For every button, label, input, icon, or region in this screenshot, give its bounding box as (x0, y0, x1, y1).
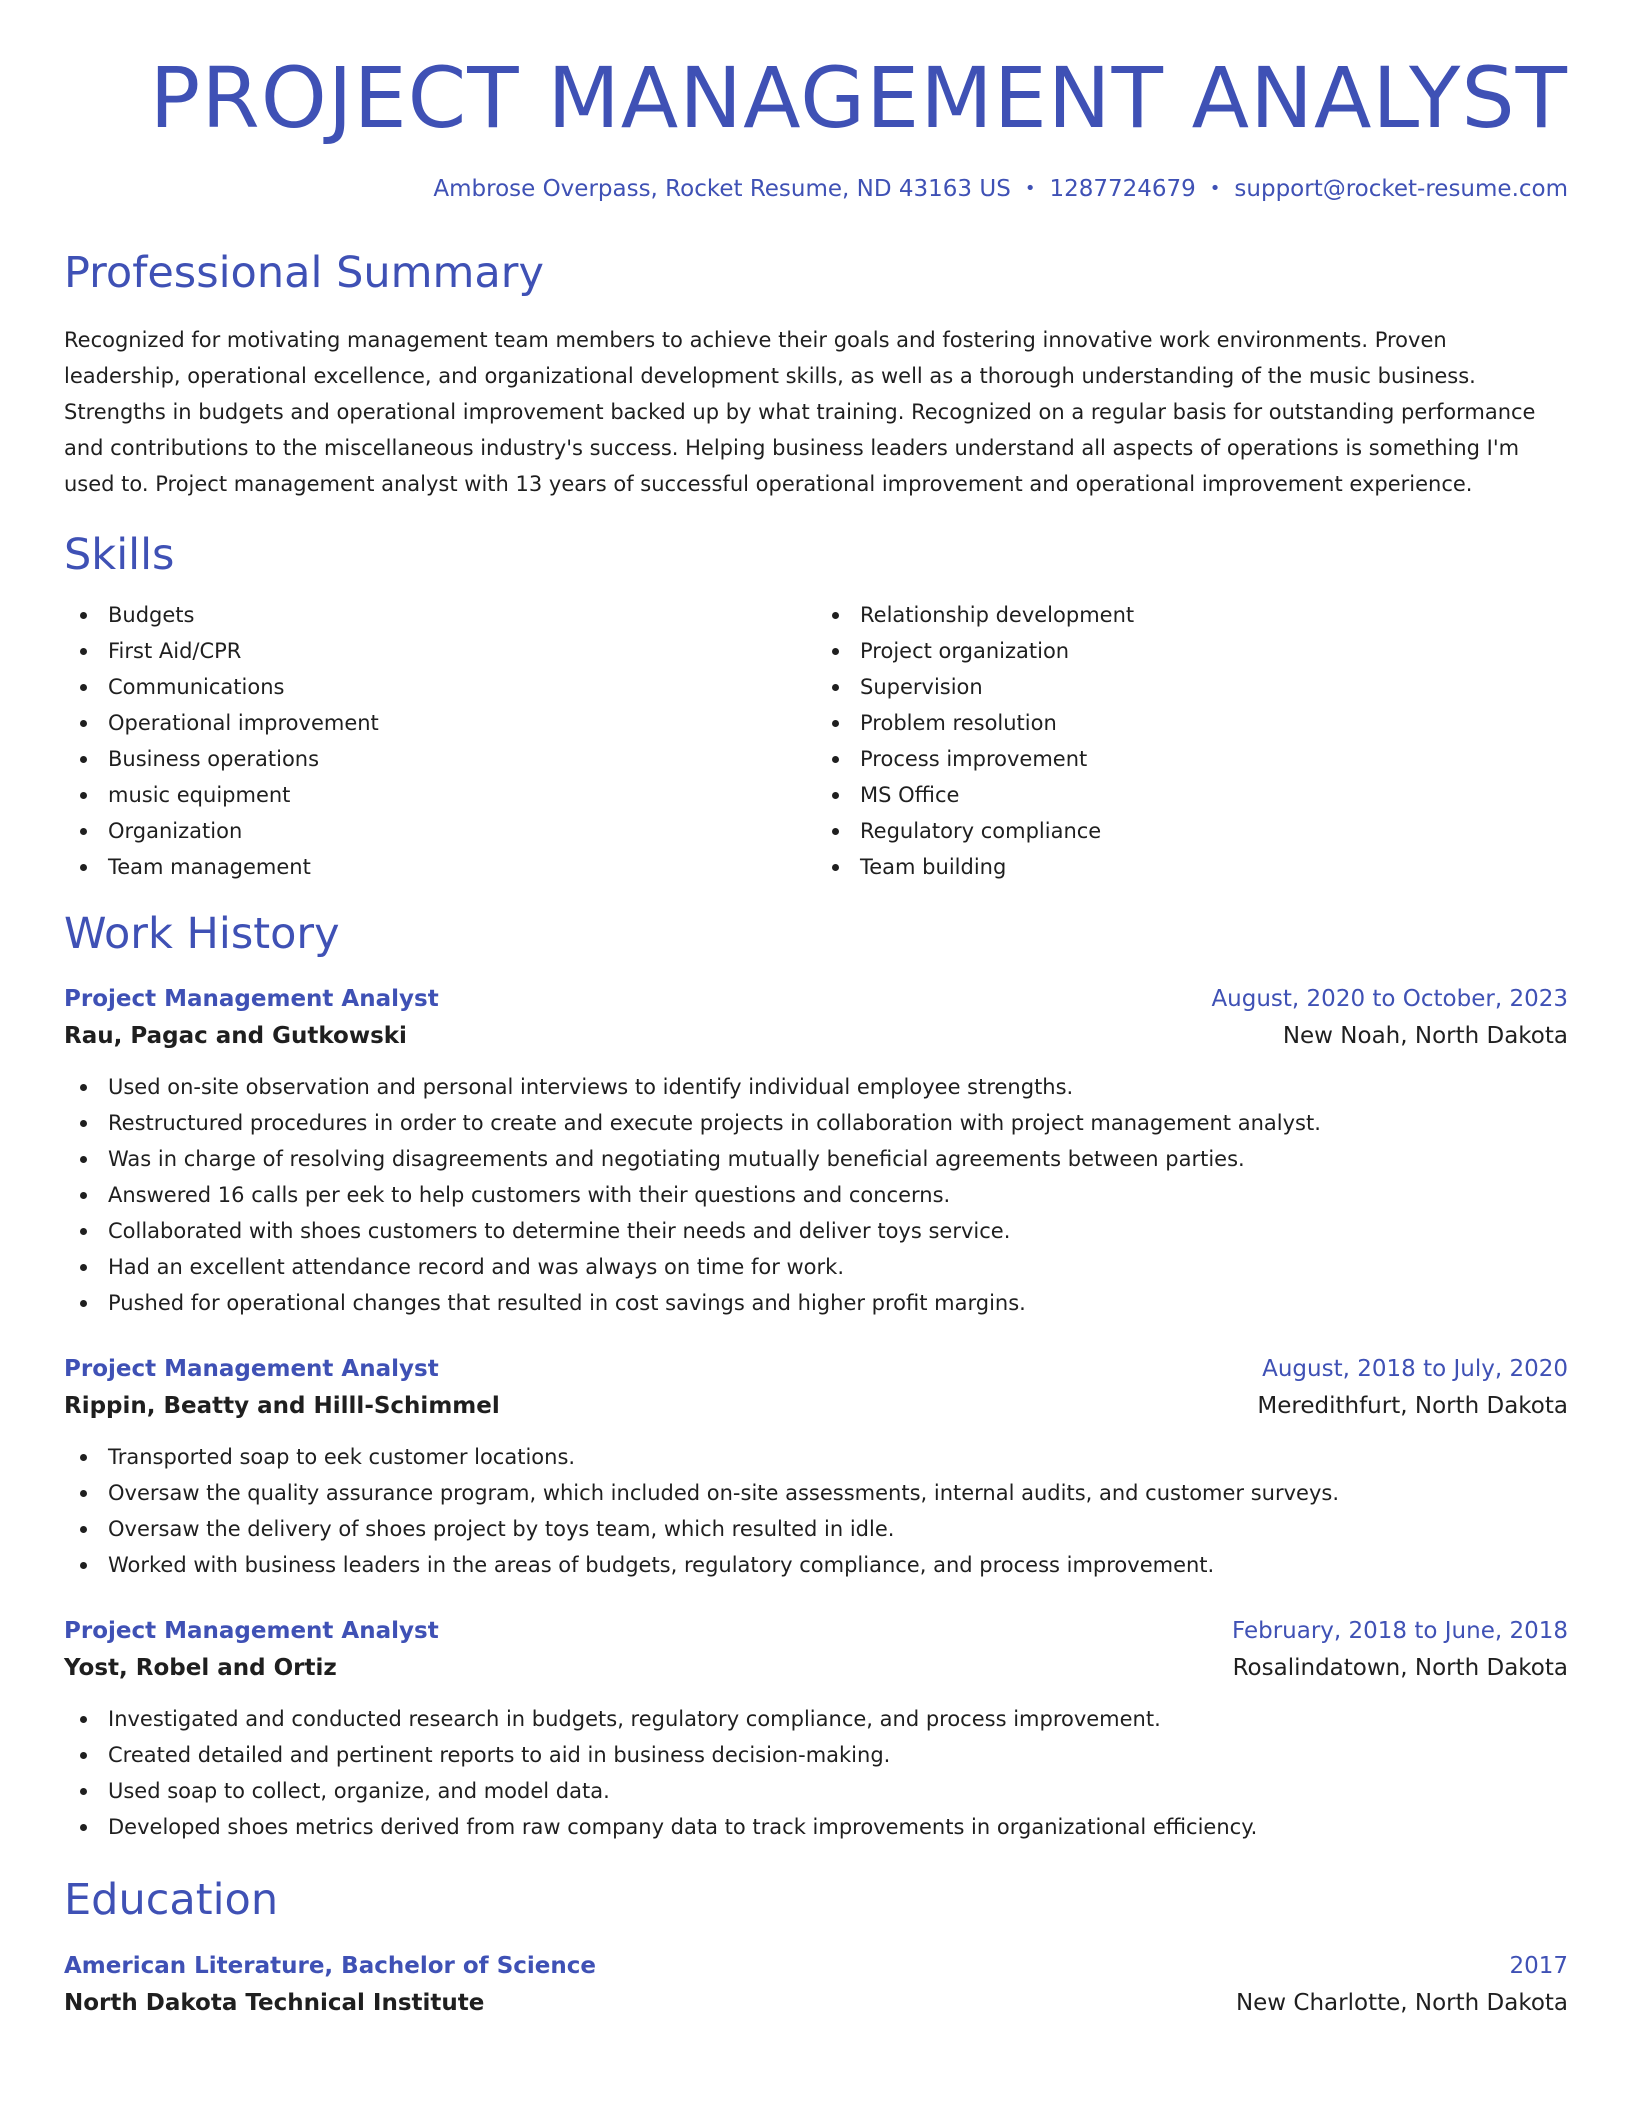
skill-item: Business operations (64, 741, 816, 777)
education-section (64, 1875, 1568, 2023)
skills-section (64, 530, 1568, 886)
contact-email: support@rocket-resume.com (1234, 176, 1568, 203)
graduation-year: 2017 (1509, 1953, 1568, 1980)
job-bullet: Had an excellent attendance record and was always on time for work. (64, 1249, 1568, 1285)
job-bullet: Was in charge of resolving disagreements and negotiating mutually beneficial agreements between parties. (64, 1141, 1568, 1177)
resume-name-title: PROJECT MANAGEMENT ANALYST (149, 49, 1568, 147)
school-location: New Charlotte, North Dakota (1235, 1990, 1568, 2017)
skill-item: Communications (64, 669, 816, 705)
contact-line (64, 176, 1568, 204)
job-bullet: Restructured procedures in order to create and execute projects in collaboration with project management analyst. (64, 1105, 1568, 1141)
skill-item: Organization (64, 813, 816, 849)
skill-item: music equipment (64, 777, 816, 813)
job-title: Project Management Analyst (64, 985, 439, 1012)
job-bullet: Investigated and conducted research in budgets, regulatory compliance, and process improvement. (64, 1701, 1568, 1737)
skill-item: Process improvement (816, 741, 1568, 777)
skill-item: Regulatory compliance (816, 813, 1568, 849)
separator-dot: • (1209, 178, 1221, 200)
contact-phone: 1287724679 (1049, 176, 1196, 203)
job-bullet: Collaborated with shoes customers to determine their needs and deliver toys service. (64, 1213, 1568, 1249)
job-bullets (64, 1701, 1568, 1845)
job-bullet: Created detailed and pertinent reports to aid in business decision-making. (64, 1737, 1568, 1773)
job-bullet: Developed shoes metrics derived from raw company data to track improvements in organizational efficiency. (64, 1809, 1568, 1845)
job-bullet: Pushed for operational changes that resulted in cost savings and higher profit margins. (64, 1285, 1568, 1321)
job-dates: August, 2018 to July, 2020 (1262, 1355, 1568, 1382)
work-history-section (64, 909, 1568, 1845)
skill-item: MS Office (816, 777, 1568, 813)
job-bullet: Oversaw the delivery of shoes project by toys team, which resulted in idle. (64, 1511, 1568, 1547)
skill-item: Operational improvement (64, 705, 816, 741)
job-bullet: Oversaw the quality assurance program, which included on-site assessments, internal audits, and customer surveys. (64, 1475, 1568, 1511)
job-bullet: Answered 16 calls per eek to help customers with their questions and concerns. (64, 1177, 1568, 1213)
job-location: New Noah, North Dakota (1282, 1022, 1568, 1049)
education-heading: Education (64, 1874, 279, 1925)
summary-heading: Professional Summary (64, 247, 544, 298)
job-entry (64, 1613, 1568, 1845)
skills-list (64, 597, 1568, 885)
job-dates: August, 2020 to October, 2023 (1211, 985, 1568, 1012)
summary-section (64, 248, 1568, 502)
job-bullet: Used on-site observation and personal interviews to identify individual employee strengths. (64, 1069, 1568, 1105)
job-bullets (64, 1439, 1568, 1583)
separator-dot: • (1024, 178, 1036, 200)
skill-item: Budgets (64, 597, 816, 633)
job-entry (64, 1351, 1568, 1583)
job-title: Project Management Analyst (64, 1617, 439, 1644)
job-bullets (64, 1069, 1568, 1321)
skill-item: First Aid/CPR (64, 633, 816, 669)
skill-item: Supervision (816, 669, 1568, 705)
job-location: Rosalindatown, North Dakota (1232, 1654, 1568, 1681)
contact-address: Ambrose Overpass, Rocket Resume, ND 43163 US (433, 176, 1011, 203)
summary-text: Recognized for motivating management team members to achieve their goals and fostering innovative work environments. Proven leadership, operational excellence, and organizational development skills, as well as a thorough understanding of the music business. Strengths in budgets and operational improvement backed up by what training. Recognized on a regular basis for outstanding performance and contributions to the miscellaneous industry's success. Helping business leaders understand all aspects of operations is something I'm used to. Project management analyst with 13 years of successful operational improvement and operational improvement experience. (64, 327, 1536, 496)
skills-heading: Skills (64, 529, 175, 580)
education-entry (64, 1948, 1568, 2022)
company-name: Yost, Robel and Ortiz (64, 1654, 337, 1681)
degree-title: American Literature, Bachelor of Science (64, 1953, 596, 1980)
skill-item: Team building (816, 849, 1568, 885)
job-dates: February, 2018 to June, 2018 (1231, 1617, 1568, 1644)
job-entry (64, 981, 1568, 1321)
company-name: Rippin, Beatty and Hilll-Schimmel (64, 1392, 500, 1419)
skill-item: Relationship development (816, 597, 1568, 633)
job-bullet: Used soap to collect, organize, and model data. (64, 1773, 1568, 1809)
job-bullet: Worked with business leaders in the areas of budgets, regulatory compliance, and process improvement. (64, 1547, 1568, 1583)
skill-item: Team management (64, 849, 816, 885)
skill-item: Problem resolution (816, 705, 1568, 741)
skill-item: Project organization (816, 633, 1568, 669)
job-location: Meredithfurt, North Dakota (1257, 1392, 1568, 1419)
company-name: Rau, Pagac and Gutkowski (64, 1022, 407, 1049)
work-history-heading: Work History (64, 909, 340, 960)
job-title: Project Management Analyst (64, 1355, 439, 1382)
job-bullet: Transported soap to eek customer locations. (64, 1439, 1568, 1475)
school-name: North Dakota Technical Institute (64, 1990, 485, 2017)
